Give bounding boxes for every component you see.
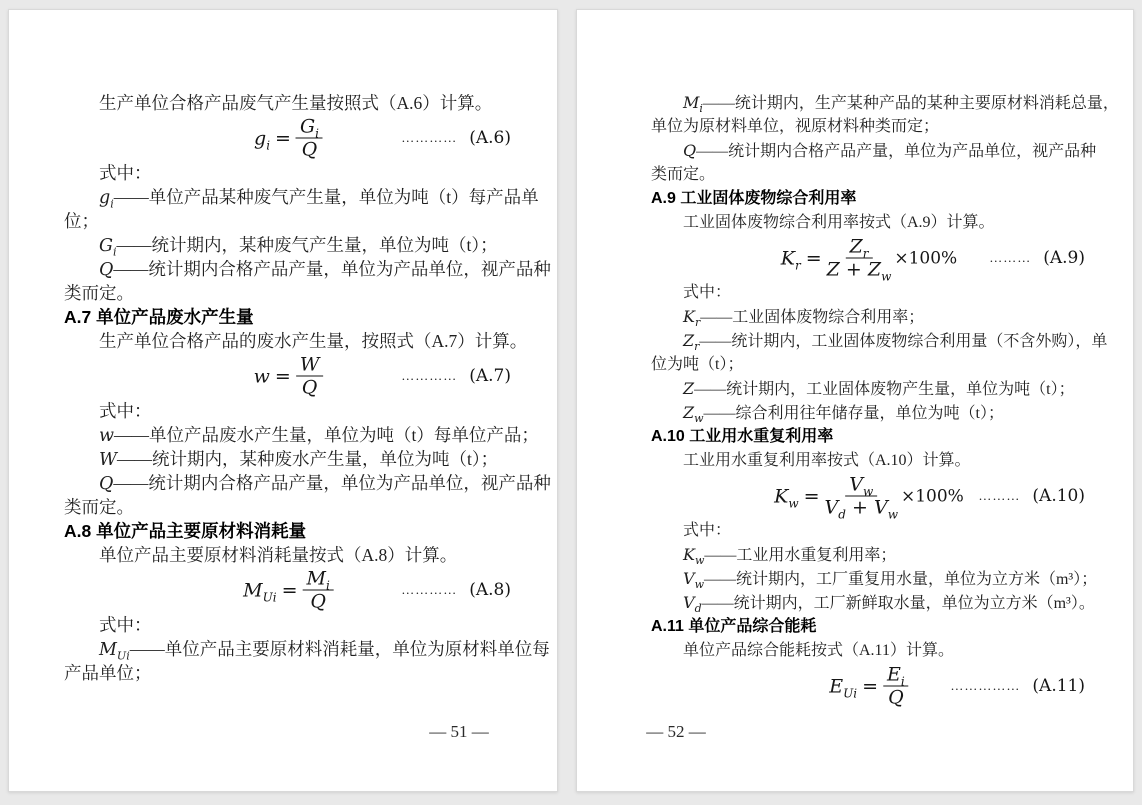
formula-symbol: Z — [849, 235, 863, 258]
formula-lhs — [243, 579, 277, 604]
formula-a.10 — [651, 473, 1087, 522]
fraction-denominator — [310, 591, 326, 612]
text-segment: 产品单位； — [64, 663, 152, 683]
text-line — [651, 591, 1095, 616]
variable-symbol: M — [683, 93, 700, 112]
text-segment: 单位产品综合能耗按式（A.11）计算。 — [683, 642, 954, 659]
formula-lhs — [254, 365, 270, 387]
text-segment: ——工业固体废物综合利用率； — [700, 309, 925, 326]
text-segment: ——单位产品主要原材料消耗量，单位为原材料单位每 — [129, 639, 550, 659]
formula-symbol: V — [824, 496, 839, 519]
text-line — [64, 329, 528, 353]
formula-subscript: w — [788, 495, 799, 510]
text-line — [64, 257, 551, 281]
text-line — [651, 211, 1087, 235]
text-segment: ——单位产品某种废气产生量，单位为吨（t）每产品单 — [113, 187, 539, 207]
fraction — [296, 355, 324, 398]
variable-symbol: Z — [683, 331, 695, 350]
formula-symbol: Q — [310, 590, 326, 613]
text-segment: A.8 单位产品主要原材料消耗量 — [64, 521, 307, 541]
text-segment: 式中： — [99, 615, 152, 635]
dot-leader: ………… — [401, 368, 458, 383]
text-line — [64, 233, 513, 257]
dot-leader: ……… — [989, 250, 1032, 265]
equals-sign: = — [803, 485, 820, 507]
formula-a.6 — [64, 115, 513, 161]
fraction-numerator — [296, 117, 323, 139]
formula-suffix: ×100% — [894, 248, 958, 268]
formula-subscript: d — [838, 507, 846, 522]
dot-leader: ………… — [401, 130, 458, 145]
formula-symbol: V — [873, 496, 888, 519]
formula-subscript: Ui — [843, 685, 858, 700]
variable-symbol: w — [99, 426, 114, 446]
equals-sign: = — [274, 365, 291, 387]
variable-symbol: w — [694, 412, 704, 426]
variable-symbol: Z — [683, 403, 695, 422]
formula-expression — [254, 355, 324, 398]
fraction-numerator — [845, 475, 877, 497]
formula-subscript: r — [794, 257, 801, 272]
formula-number-label: (A.6) — [469, 128, 511, 148]
fraction-numerator — [296, 355, 324, 377]
text-segment: 位为吨（t）； — [651, 356, 744, 373]
formula-tail — [401, 580, 511, 600]
equals-sign: = — [862, 675, 879, 697]
dot-leader: …………… — [950, 678, 1021, 693]
formula-symbol: + — [839, 258, 868, 281]
variable-symbol: i — [699, 102, 703, 116]
formula-symbol: E — [829, 675, 844, 697]
formula-symbol: g — [254, 127, 267, 149]
variable-symbol: Q — [683, 141, 697, 160]
text-line — [651, 281, 1087, 305]
text-line — [651, 639, 1087, 663]
text-line — [64, 209, 513, 233]
variable-symbol: V — [683, 593, 695, 612]
formula-symbol: Z — [826, 258, 840, 281]
text-line — [651, 567, 1098, 592]
variable-symbol: g — [99, 188, 111, 208]
text-line — [651, 115, 1087, 139]
equals-sign: = — [275, 127, 291, 149]
text-line — [64, 161, 513, 185]
variable-symbol: Q — [99, 260, 114, 280]
formula-symbol: M — [243, 579, 263, 601]
text-segment: 类而定。 — [651, 166, 716, 183]
formula-number-label: (A.7) — [469, 366, 511, 386]
equals-sign: = — [281, 579, 298, 601]
variable-symbol: w — [694, 554, 705, 568]
formula-subscript: i — [900, 674, 905, 689]
text-segment: 单位产品主要原材料消耗量按式（A.8）计算。 — [99, 545, 458, 565]
formula-lhs — [780, 247, 801, 272]
text-segment: 单位为原材料单位，视原材料种类而定； — [651, 118, 940, 135]
formula-tail — [989, 248, 1085, 268]
text-line — [651, 449, 1087, 473]
variable-symbol: V — [683, 569, 695, 588]
page-content — [651, 91, 1119, 709]
text-segment: ——统计期内，工厂新鲜取水量，单位为立方米（m³）。 — [701, 595, 1095, 612]
text-line — [64, 543, 513, 567]
text-segment: 生产单位合格产品的废水产生量，按照式（A.7）计算。 — [99, 331, 528, 351]
page-51 — [8, 9, 558, 792]
fraction-numerator — [303, 569, 334, 591]
text-line — [651, 401, 1087, 425]
variable-symbol: G — [99, 236, 113, 256]
text-segment: ——综合利用往年储存量，单位为吨（t）； — [703, 405, 1004, 422]
text-line — [64, 91, 513, 115]
dot-leader: ……… — [978, 488, 1021, 503]
formula-lhs — [829, 675, 858, 700]
text-segment: ——工业用水重复利用率； — [704, 547, 897, 564]
text-line — [64, 423, 539, 447]
text-line — [64, 471, 551, 495]
formula-expression — [243, 569, 334, 612]
text-segment: ——统计期内合格产品产量，单位为产品单位，视产品种 — [113, 259, 551, 279]
variable-symbol: d — [694, 602, 702, 616]
formula-symbol: V — [849, 473, 863, 496]
text-segment: 式中： — [99, 401, 152, 421]
text-line — [651, 329, 1108, 354]
variable-symbol: K — [683, 307, 695, 326]
text-line — [651, 543, 1087, 567]
formula-symbol: M — [306, 567, 326, 590]
formula-number-label: (A.10) — [1032, 486, 1085, 506]
variable-symbol: Q — [99, 474, 114, 494]
formula-subscript: i — [325, 578, 330, 593]
text-segment: 类而定。 — [64, 283, 134, 303]
text-segment: ——统计期内，某种废水产生量，单位为吨（t）； — [117, 449, 499, 469]
formula-expression — [780, 235, 958, 284]
section-heading — [64, 519, 513, 543]
formula-subscript: i — [266, 137, 271, 152]
text-segment: ——统计期内，生产某种产品的某种主要原材料消耗总量， — [702, 95, 1119, 112]
variable-symbol: w — [694, 578, 704, 592]
fraction-denominator — [824, 496, 898, 522]
text-line — [651, 305, 1087, 329]
text-line — [64, 399, 513, 423]
text-segment: A.10 工业用水重复利用率 — [651, 428, 834, 445]
text-line — [651, 353, 1087, 377]
text-line — [64, 613, 513, 637]
formula-lhs — [254, 127, 271, 152]
text-segment: 式中： — [683, 284, 732, 301]
dot-leader: ………… — [401, 582, 458, 597]
formula-a.7 — [64, 353, 513, 399]
page-content — [64, 91, 551, 685]
text-segment: ——统计期内，某种废气产生量，单位为吨（t）； — [116, 235, 498, 255]
section-heading — [651, 615, 1087, 639]
formula-symbol: w — [253, 365, 270, 387]
formula-expression — [254, 117, 323, 160]
section-heading — [64, 305, 513, 329]
formula-tail — [950, 676, 1085, 696]
text-segment: 式中： — [683, 522, 732, 539]
fraction-numerator — [883, 665, 909, 687]
text-line — [651, 377, 1087, 401]
page-52 — [576, 9, 1134, 792]
formula-expression — [774, 473, 964, 522]
formula-subscript: w — [862, 484, 874, 499]
variable-symbol: M — [99, 640, 117, 660]
formula-a.8 — [64, 567, 513, 613]
formula-symbol: E — [887, 663, 901, 686]
formula-number-label: (A.8) — [469, 580, 511, 600]
formula-number-label: (A.11) — [1032, 676, 1085, 696]
fraction — [826, 235, 892, 284]
fraction-denominator — [826, 258, 892, 284]
text-line — [64, 281, 513, 305]
variable-symbol: i — [112, 245, 117, 259]
variable-symbol: W — [99, 450, 117, 470]
formula-symbol: + — [845, 496, 874, 519]
text-line — [64, 637, 550, 663]
formula-expression — [829, 665, 908, 708]
fraction-denominator — [302, 139, 318, 160]
text-segment: ——单位产品废水产生量，单位为吨（t）每单位产品； — [113, 425, 539, 445]
formula-symbol: K — [774, 485, 789, 507]
fraction-numerator — [846, 237, 873, 259]
variable-symbol: Z — [683, 379, 695, 398]
text-line — [64, 447, 513, 471]
formula-subscript: i — [315, 126, 319, 141]
fraction — [303, 569, 334, 612]
section-heading — [651, 425, 1087, 449]
formula-subscript: Ui — [262, 589, 277, 604]
text-segment: ——统计期内，工厂重复用水量，单位为立方米（m³）； — [703, 571, 1098, 588]
variable-symbol: r — [694, 316, 701, 330]
formula-subscript: w — [881, 269, 892, 284]
fraction — [824, 473, 898, 522]
text-line — [64, 495, 513, 519]
variable-symbol: i — [110, 197, 114, 211]
fraction — [883, 665, 909, 708]
section-heading — [651, 187, 1087, 211]
formula-number-label: (A.9) — [1043, 248, 1085, 268]
formula-symbol: Q — [301, 138, 318, 161]
text-segment: ——统计期内合格产品产量，单位为产品单位，视产品种 — [113, 473, 551, 493]
variable-symbol: Ui — [116, 649, 130, 663]
fraction-denominator — [302, 377, 318, 398]
page-number: — 52 — — [646, 722, 706, 741]
formula-tail — [401, 128, 511, 148]
text-line — [651, 163, 1087, 187]
text-segment: ——统计期内，工业固体废物综合利用量（不含外购），单 — [699, 333, 1108, 350]
text-segment: A.9 工业固体废物综合利用率 — [651, 190, 857, 207]
formula-a.9 — [651, 235, 1087, 284]
text-line — [651, 139, 1097, 163]
text-segment: ——统计期内，工业固体废物产生量，单位为吨（t）； — [694, 381, 1075, 398]
formula-tail — [978, 486, 1085, 506]
variable-symbol: r — [694, 340, 700, 354]
text-segment: ——统计期内合格产品产量，单位为产品单位，视产品种 — [696, 143, 1097, 160]
fraction-denominator — [888, 687, 904, 708]
text-segment: 式中： — [99, 163, 152, 183]
text-segment: 类而定。 — [64, 497, 134, 517]
text-line — [64, 185, 539, 211]
formula-symbol: Q — [301, 376, 318, 399]
text-segment: 位； — [64, 211, 99, 231]
equals-sign: = — [805, 247, 822, 269]
text-line — [651, 519, 1087, 543]
text-segment: 生产单位合格产品废气产生量按照式（A.6）计算。 — [99, 93, 493, 113]
formula-symbol: G — [299, 115, 316, 138]
text-segment: A.11 单位产品综合能耗 — [651, 618, 817, 635]
page-number: — 51 — — [429, 722, 489, 741]
formula-suffix: ×100% — [900, 486, 964, 506]
formula-tail — [401, 366, 511, 386]
formula-symbol: Z — [867, 258, 882, 281]
text-line — [651, 91, 1119, 116]
formula-a.11 — [651, 663, 1087, 709]
formula-subscript: w — [887, 507, 898, 522]
text-segment: 工业用水重复利用率按式（A.10）计算。 — [683, 452, 971, 469]
formula-lhs — [774, 485, 799, 510]
formula-symbol: W — [299, 353, 320, 376]
fraction — [296, 117, 323, 160]
text-segment: A.7 单位产品废水产生量 — [64, 307, 254, 327]
formula-symbol: K — [780, 247, 795, 269]
text-segment: 工业固体废物综合利用率按式（A.9）计算。 — [683, 214, 995, 231]
formula-symbol: Q — [888, 686, 904, 709]
text-line — [64, 661, 513, 685]
formula-subscript: r — [862, 246, 869, 261]
variable-symbol: K — [683, 545, 695, 564]
